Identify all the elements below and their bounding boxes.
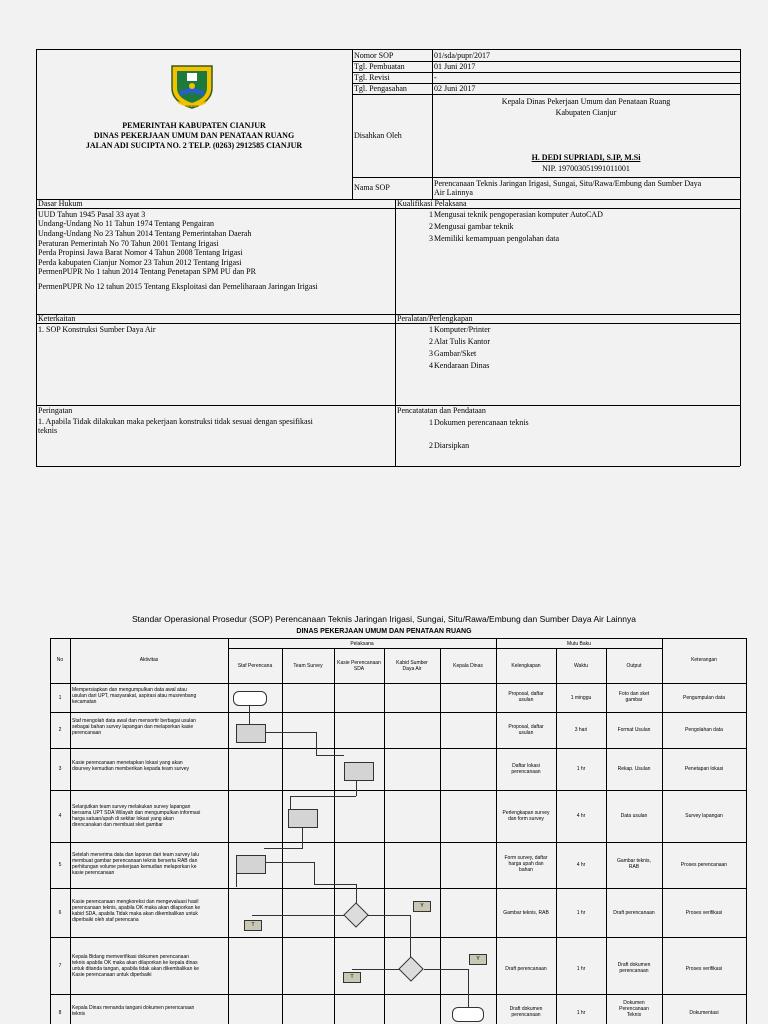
flow-line — [314, 862, 315, 884]
row-aktivitas: Kasie perencanaan menetapkan lokasi yang akan disurvey kemudian memberikan kepada team survey — [72, 760, 189, 772]
revisi-value: - — [434, 73, 437, 82]
flow-line — [252, 915, 344, 916]
flow-line — [316, 755, 344, 756]
col-keterangan: Keterangan — [691, 657, 717, 663]
pencatatan-no: 2 — [429, 441, 433, 450]
flow-decision-kabid — [398, 956, 423, 981]
row-aktivitas: Kepala Dinas menanda tangani dokumen perencanaan teknis — [72, 1005, 195, 1017]
row-keterangan: Survey lapangan — [685, 813, 723, 819]
flow-line — [356, 780, 357, 796]
dasar-item: Undang-Undang No 11 Tahun 1974 Tentang Pengairan — [38, 219, 215, 228]
row-kelengkapan: Gambar teknis, RAB — [503, 910, 549, 916]
row-output: Format Usulan — [617, 727, 651, 733]
peralatan-item: Komputer/Printer — [434, 325, 491, 334]
flow-line — [265, 862, 314, 863]
row-kelengkapan: Perlengkapan survey dan form survey — [502, 810, 550, 822]
peralatan-item: Kendaraan Dinas — [434, 361, 490, 370]
flow-line — [316, 732, 317, 755]
middle-divider — [395, 199, 396, 466]
row-kelengkapan: Draft dokumen perencanaan — [509, 1006, 543, 1018]
col-team-survey: Team Survey — [293, 663, 323, 669]
dasar-item: Peraturan Pemerintah No 70 Tahun 2001 Tentang Irigasi — [38, 239, 219, 248]
peralatan-title: Peralatan/Perlengkapan — [397, 314, 473, 323]
pembuatan-label: Tgl. Pembuatan — [354, 62, 405, 71]
signer-nip: NIP. 197003051991011001 — [542, 164, 630, 173]
flow-line — [424, 969, 468, 970]
flow-line — [264, 848, 303, 849]
row-output: Data usulan — [620, 813, 648, 819]
frame-bottom — [36, 466, 740, 467]
dasar-item: Perda Propinsi Jawa Barat Nomor 4 Tahun 2008 Tentang Irigasi — [38, 248, 243, 257]
pencatatan-no: 1 — [429, 418, 433, 427]
keterkaitan-title: Keterkaitan — [38, 314, 76, 323]
row-keterangan: Pengolahan data — [685, 727, 723, 733]
kepala-title: Kepala Dinas Pekerjaan Umum dan Penataan Ruang — [501, 97, 671, 106]
row-no: 4 — [58, 813, 62, 819]
flow-process-perencanaan — [236, 855, 266, 874]
flow-line — [265, 732, 316, 733]
row-output: Gambar teknis, RAB — [617, 858, 651, 870]
revisi-label: Tgl. Revisi — [354, 73, 390, 82]
flow-line — [410, 915, 411, 961]
sop-subtitle: DINAS PEKERJAAN UMUM DAN PENATAAN RUANG — [296, 628, 472, 635]
flow-line — [352, 969, 400, 970]
org-address: JALAN ADI SUCIPTA NO. 2 TELP. (0263) 2912585 CIANJUR — [85, 141, 303, 150]
dasar-item: Undang-Undang No 23 Tahun 2014 Tentang Pemerintahan Daerah — [38, 229, 252, 238]
nomor-label: Nomor SOP — [354, 51, 394, 60]
row-aktivitas: Kepala Bidang memverifikasi dokumen perencanaan teknis apabila OK maka akan dilaporkan ke kepala dinas untuk ditanda tangan, apabila tidak akan dikembalikan ke Kasie perencanaan untuk diperbaiki — [72, 954, 200, 978]
frame-right — [740, 49, 741, 466]
sop-title: Standar Operasional Prosedur (SOP) Perencanaan Teknis Jaringan Irigasi, Sungai, Situ/Rawa/Embung dan Sumber Daya Air Lainnya — [132, 614, 636, 624]
row-no: 2 — [58, 727, 62, 733]
col-staf-perencana: Staf Perencana — [237, 663, 273, 669]
dasar-item: UUD Tahun 1945 Pasal 33 ayat 3 — [38, 210, 146, 219]
row-kelengkapan: Daftar lokasi perencanaan — [511, 763, 541, 775]
cianjur-logo-icon — [168, 62, 216, 110]
row-kelengkapan: Proposal, daftar usulan — [508, 724, 544, 736]
nomor-value: 01/sda/pupr/2017 — [434, 51, 490, 60]
peralatan-no: 4 — [429, 361, 433, 370]
row-no: 5 — [58, 862, 62, 868]
row-no: 8 — [58, 1010, 62, 1016]
row-output: Draft dokumen perencanaan — [617, 962, 651, 974]
row-keterangan: Dokumentasi — [689, 1010, 719, 1016]
namasop-label: Nama SOP — [354, 183, 390, 192]
dasar-item: Perda kabupaten Cianjur Nomor 23 Tahun 2012 Tentang Irigasi — [38, 258, 242, 267]
row-output: Draft perencanaan — [613, 910, 655, 916]
flow-line — [356, 884, 357, 903]
dasar-item: PermenPUPR No 12 tahun 2015 Tentang Eksploitasi dan Pemeliharaan Jaringan Irigasi — [38, 282, 318, 291]
namasop-line1: Perencanaan Teknis Jaringan Irigasi, Sungai, Situ/Rawa/Embung dan Sumber Daya — [434, 179, 702, 188]
row-waktu: 4 hr — [576, 813, 586, 819]
row-no: 3 — [58, 766, 62, 772]
dasar-title: Dasar Hukum — [38, 199, 83, 208]
kualifikasi-title: Kualifikasi Pelaksana — [397, 199, 467, 208]
flow-process-staf — [236, 724, 266, 743]
row-no: 7 — [58, 963, 62, 969]
row-output: Foto dan sket gambar — [618, 691, 650, 703]
flow-line — [249, 705, 250, 724]
kualifikasi-no: 3 — [429, 234, 433, 243]
dasar-item: PermenPUPR No 1 tahun 2014 Tentang Penetapan SPM PU dan PR — [38, 267, 256, 276]
row-no: 1 — [58, 695, 62, 701]
col-kelengkapan: Kelengkapan — [511, 663, 541, 669]
flow-end-terminator — [452, 1007, 484, 1022]
flow-line — [314, 884, 356, 885]
kualifikasi-no: 2 — [429, 222, 433, 231]
row-kelengkapan: Proposal, daftar usulan — [508, 691, 544, 703]
signer-name: H. DEDI SUPRIADI, S.IP, M.Si — [531, 153, 641, 162]
row-waktu: 1 minggu — [570, 695, 592, 701]
row-aktivitas: Setelah menerima data dan laporan dari team survey lalu membuat gambar perencanaan teknis berserta RAB dan perhitungan volume pekerjaan kemudian melaporkan ke kasie perencanaan — [72, 852, 200, 876]
row-aktivitas: Selanjutkan team survey melakukan survey lapangan bersama UPT SDA Wilayah dan mengumpulkan informasi harga satuan/upah di sekitar lokasi yang akan direncanakan dan membuat sket gambar — [72, 804, 201, 828]
flow-line — [236, 870, 237, 887]
col-kabid-1: Kabid Sumber — [396, 660, 428, 666]
peringatan-line1: 1. Apabila Tidak dilakukan maka pekerjaan konstruksi tidak sesuai dengan spesifikasi — [38, 417, 313, 426]
row-kelengkapan: Draft perencanaan — [505, 966, 547, 972]
row-output: Dokumen Perencanaan Teknis — [619, 1000, 649, 1018]
row-output: Rekap. Usulan — [617, 766, 651, 772]
kualifikasi-item: Mengusai gambar teknik — [434, 222, 514, 231]
peralatan-item: Alat Tulis Kantor — [434, 337, 491, 346]
keterkaitan-item: 1. SOP Konstruksi Sumber Daya Air — [38, 325, 156, 334]
pembuatan-value: 01 Juni 2017 — [434, 62, 476, 71]
peralatan-item: Gambar/Sket — [434, 349, 477, 358]
flow-process-team — [288, 809, 318, 828]
row-aktivitas: Staf mengolah data awal dan mensortir berbagai usulan sebagai bahan survey lapangan dan melaporkan kasie perencanaan — [72, 718, 196, 736]
flow-line — [302, 827, 303, 848]
col-pelaksana: Pelaksana — [350, 641, 374, 647]
flow-start-terminator — [233, 691, 267, 706]
namasop-line2: Air Lainnya — [434, 188, 473, 197]
row-keterangan: Pengumpulan data — [683, 695, 725, 701]
col-aktivitas: Aktivitas — [139, 657, 159, 663]
flow-no-label: T — [244, 920, 262, 931]
col-output: Output — [626, 663, 642, 669]
flow-decision-kasie — [343, 902, 368, 927]
row-no: 6 — [58, 910, 62, 916]
col-mutu-baku: Mutu Baku — [567, 641, 591, 647]
frame-left — [36, 49, 37, 466]
kualifikasi-item: Memiliki kemampuan pengolahan data — [434, 234, 560, 243]
pengesahan-value: 02 Juni 2017 — [434, 84, 476, 93]
kualifikasi-item: Mengusai teknik pengoperasian komputer AutoCAD — [434, 210, 603, 219]
flow-line — [290, 796, 356, 797]
col-kabid-2: Daya Air — [402, 666, 422, 672]
row-waktu: 1 hr — [576, 966, 586, 972]
org-dept: DINAS PEKERJAAN UMUM DAN PENATAAN RUANG — [93, 131, 295, 140]
row-waktu: 1 hr — [576, 766, 586, 772]
flow-yes-label: Y — [469, 954, 487, 965]
col-waktu: Waktu — [574, 663, 588, 669]
peralatan-no: 2 — [429, 337, 433, 346]
flow-line — [290, 796, 291, 809]
row-kelengkapan: Form survey, daftar harga upah dan bahan — [504, 855, 548, 873]
row-keterangan: Proses verifikasi — [685, 966, 723, 972]
kepala-region: Kabupaten Cianjur — [555, 108, 617, 117]
flow-no-label: T — [343, 972, 361, 983]
col-kepala-dinas: Kepala Dinas — [453, 663, 483, 669]
pencatatan-item: Dokumen perencanaan teknis — [434, 418, 529, 427]
logo-text: CIANJUR — [185, 104, 199, 108]
row-keterangan: Penetapan lokasi — [684, 766, 724, 772]
flow-line — [368, 915, 410, 916]
frame-top — [36, 49, 740, 50]
row-aktivitas: Kasie perencanaan mengkoreksi dan mengevaluasi hasil perencanaan teknis, apabila OK maka akan dilaporkan ke kabid SDA, apabila Tidak maka akan dikembalikan untuk diperbaiki oleh staf perencana — [72, 899, 201, 923]
col-kasie-1: Kasie Perencanaan — [337, 660, 381, 666]
org-name: PEMERINTAH KABUPATEN CIANJUR — [122, 121, 266, 130]
peringatan-title: Peringatan — [38, 406, 73, 415]
peralatan-no: 1 — [429, 325, 433, 334]
pencatatan-item: Diarsipkan — [434, 441, 470, 450]
kualifikasi-no: 1 — [429, 210, 433, 219]
peringatan-line2: teknis — [38, 426, 58, 435]
flow-process-kasie — [344, 762, 374, 781]
col-no: No — [56, 657, 64, 663]
row-waktu: 1 hr — [576, 910, 586, 916]
row-aktivitas: Mempersiapkan dan mengumpulkan data awal atau usulan dari UPT, masyarakat, aspirasi atau musrenbang kecamatan — [72, 687, 197, 705]
peralatan-no: 3 — [429, 349, 433, 358]
disahkan-label: Disahkan Oleh — [354, 131, 402, 140]
pencatatan-title: Pencatatatan dan Pendataan — [397, 406, 486, 415]
flow-line — [468, 969, 469, 1007]
row-waktu: 3 hari — [574, 727, 588, 733]
row-waktu: 1 hr — [576, 1010, 586, 1016]
pengesahan-label: Tgl. Pengasahan — [354, 84, 407, 93]
row-waktu: 4 hr — [576, 862, 586, 868]
row-keterangan: Proses verifikasi — [685, 910, 723, 916]
flow-yes-label: Y — [413, 901, 431, 912]
col-kasie-2: SDA — [353, 666, 365, 672]
row-keterangan: Proses perencanaan — [680, 862, 728, 868]
